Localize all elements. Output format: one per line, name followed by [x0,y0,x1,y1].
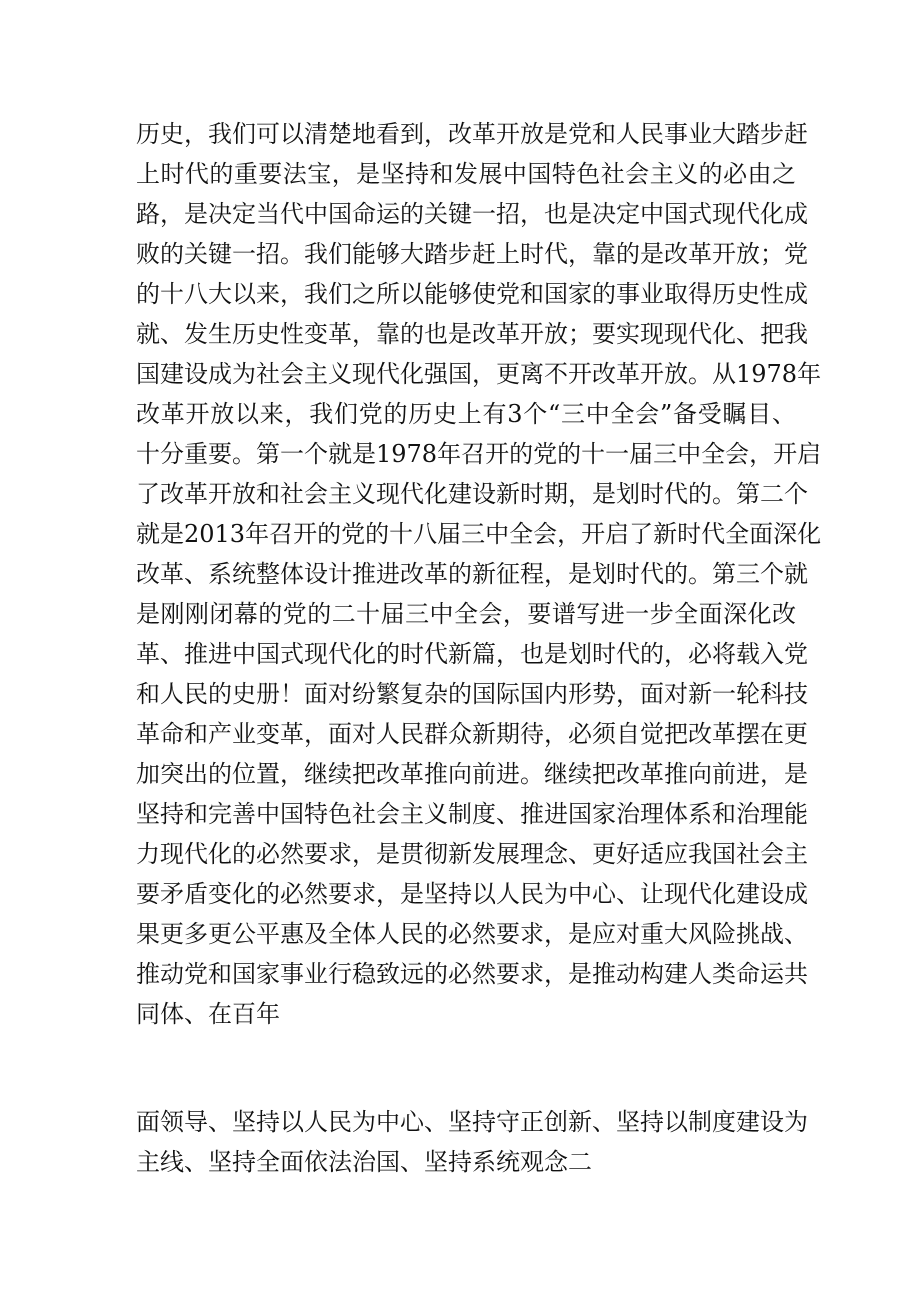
paragraph-block-fragment [136,1102,808,1182]
paragraph-block-main [136,114,822,1034]
text-line: 就、发生历史性变革，靠的也是改革开放；要实现现代化、把我 [136,320,808,348]
text-line: 革、推进中国式现代化的时代新篇，也是划时代的，必将载入党 [136,640,808,668]
text-line: 十分重要。第一个就是1978年召开的党的十一届三中全会，开启 [136,440,822,468]
text-line: 力现代化的必然要求，是贯彻新发展理念、更好适应我国社会主 [136,840,808,868]
text-line: 败的关键一招。我们能够大踏步赶上时代，靠的是改革开放；党 [136,240,808,268]
text-line: 果更多更公平惠及全体人民的必然要求，是应对重大风险挑战、 [136,920,808,948]
text-line: 是刚刚闭幕的党的二十届三中全会，要谱写进一步全面深化改 [136,600,796,628]
text-line: 国建设成为社会主义现代化强国，更离不开改革开放。从1978年 [136,360,822,388]
text-line: 改革开放以来，我们党的历史上有3个“三中全会”备受瞩目、 [136,400,796,428]
text-line: 历史，我们可以清楚地看到，改革开放是党和人民事业大踏步赶 [136,120,808,148]
text-line: 同体、在百年 [136,1000,280,1028]
text-line: 推动党和国家事业行稳致远的必然要求，是推动构建人类命运共 [136,960,808,988]
text-line: 了改革开放和社会主义现代化建设新时期，是划时代的。第二个 [136,480,808,508]
text-line: 坚持和完善中国特色社会主义制度、推进国家治理体系和治理能 [136,800,808,828]
text-line: 改革、系统整体设计推进改革的新征程，是划时代的。第三个就 [136,560,808,588]
text-line: 加突出的位置，继续把改革推向前进。继续把改革推向前进，是 [136,760,808,788]
text-line: 路，是决定当代中国命运的关键一招，也是决定中国式现代化成 [136,200,808,228]
text-line: 主线、坚持全面依法治国、坚持系统观念二 [136,1148,592,1176]
text-line: 革命和产业变革，面对人民群众新期待，必须自觉把改革摆在更 [136,720,808,748]
text-line: 的十八大以来，我们之所以能够使党和国家的事业取得历史性成 [136,280,808,308]
text-line: 和人民的史册！面对纷繁复杂的国际国内形势，面对新一轮科技 [136,680,808,708]
text-line: 上时代的重要法宝，是坚持和发展中国特色社会主义的必由之 [136,160,796,188]
text-line: 要矛盾变化的必然要求，是坚持以人民为中心、让现代化建设成 [136,880,808,908]
text-line: 就是2013年召开的党的十八届三中全会，开启了新时代全面深化 [136,520,822,548]
text-line: 面领导、坚持以人民为中心、坚持守正创新、坚持以制度建设为 [136,1108,808,1136]
